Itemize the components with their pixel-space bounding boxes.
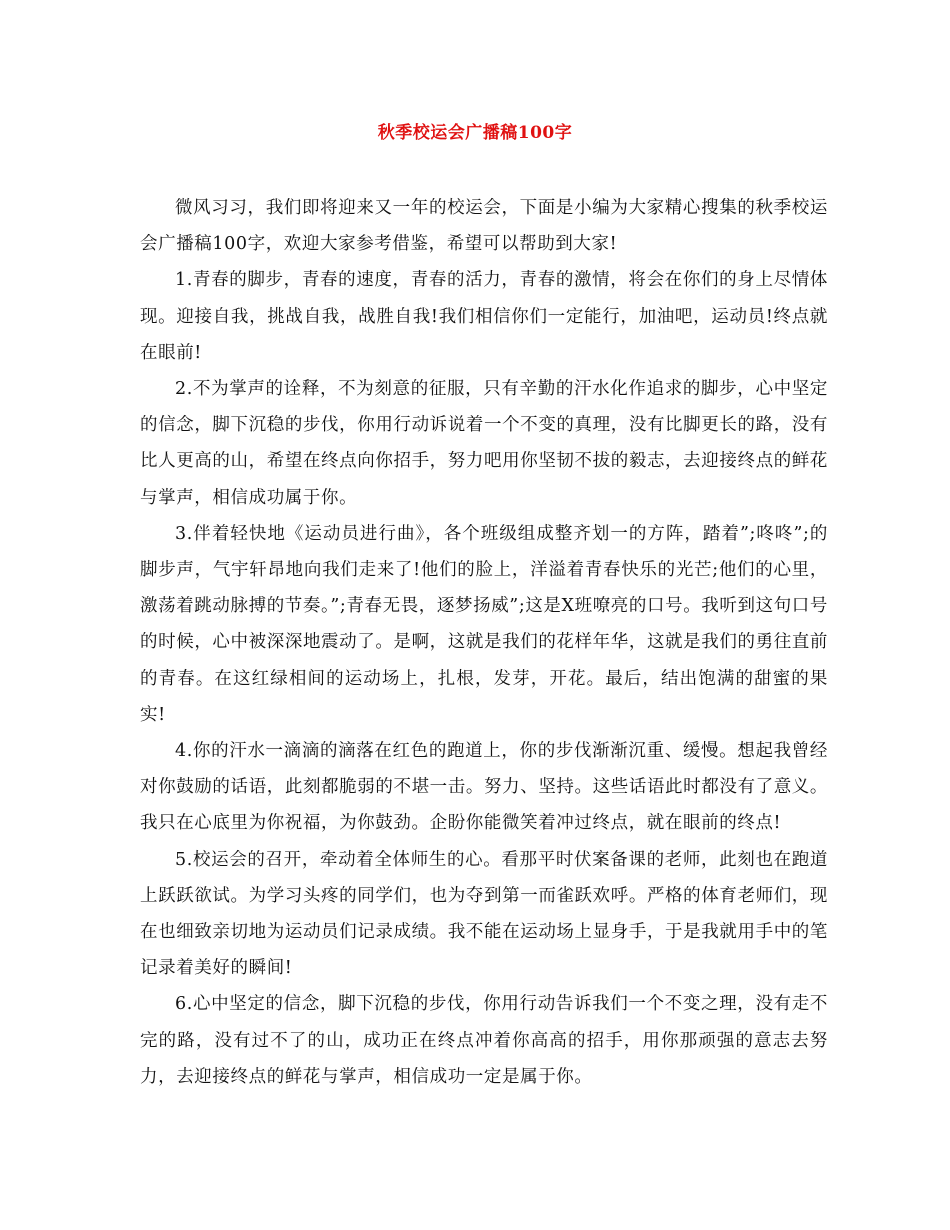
paragraph-6: 6.心中坚定的信念，脚下沉稳的步伐，你用行动告诉我们一个不变之理，没有走不完的路，没有过不了的山，成功正在终点冲着你高高的招手，用你那顽强的意志去努力，去迎接终点的鲜花与掌声，相信成功一定是属于你。 <box>140 994 828 1087</box>
document-body <box>140 190 828 1095</box>
paragraph-5: 5.校运会的召开，牵动着全体师生的心。看那平时伏案备课的老师，此刻也在跑道上跃跃欲试。为学习头疼的同学们，也为夺到第一而雀跃欢呼。严格的体育老师们，现在也细致亲切地为运动员们记录成绩。我不能在运动场上显身手，于是我就用手中的笔记录着美好的瞬间! <box>140 849 828 979</box>
paragraph-1: 1.青春的脚步，青春的速度，青春的活力，青春的激情，将会在你们的身上尽情体现。迎接自我，挑战自我，战胜自我!我们相信你们一定能行，加油吧，运动员!终点就在眼前! <box>140 270 828 363</box>
intro-paragraph: 微风习习，我们即将迎来又一年的校运会，下面是小编为大家精心搜集的秋季校运会广播稿100字，欢迎大家参考借鉴，希望可以帮助到大家! <box>140 198 828 255</box>
document-title: 秋季校运会广播稿100字 <box>377 123 573 143</box>
paragraph-4: 4.你的汗水一滴滴的滴落在红色的跑道上，你的步伐渐渐沉重、缓慢。想起我曾经对你鼓励的话语，此刻都脆弱的不堪一击。努力、坚持。这些话语此时都没有了意义。我只在心底里为你祝福，为你鼓劲。企盼你能微笑着冲过终点，就在眼前的终点! <box>140 741 828 834</box>
paragraph-2: 2.不为掌声的诠释，不为刻意的征服，只有辛勤的汗水化作追求的脚步，心中坚定的信念，脚下沉稳的步伐，你用行动诉说着一个不变的真理，没有比脚更长的路，没有比人更高的山，希望在终点向你招手，努力吧用你坚韧不拔的毅志，去迎接终点的鲜花与掌声，相信成功属于你。 <box>140 379 828 508</box>
paragraph-3: 3.伴着轻快地《运动员进行曲》，各个班级组成整齐划一的方阵，踏着”;咚咚”;的脚步声，气宇轩昂地向我们走来了!他们的脸上，洋溢着青春快乐的光芒;他们的心里，激荡着跳动脉搏的节奏。”;青春无畏，逐梦扬威”;这是X班嘹亮的口号。我听到这句口号的时候，心中被深深地震动了。是啊，这就是我们的花样年华，这就是我们的勇往直前的青春。在这红绿相间的运动场上，扎根，发芽，开花。最后，结出饱满的甜蜜的果实! <box>140 523 828 725</box>
